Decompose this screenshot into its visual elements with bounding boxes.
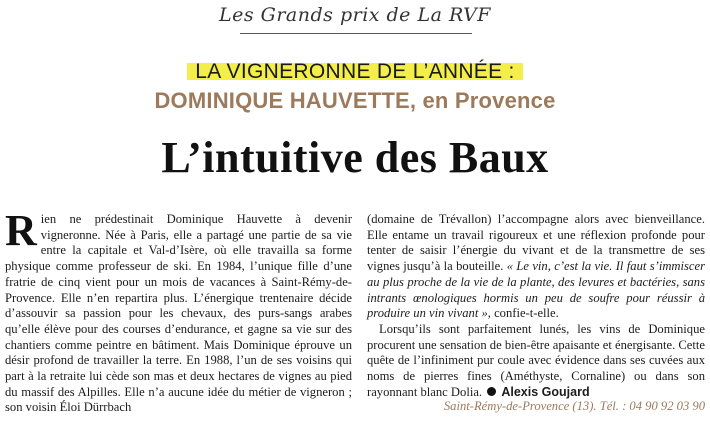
kicker-underline [240,33,472,34]
article-paragraph [367,212,705,322]
award-title [0,60,710,84]
paragraph-text: (domaine de Trévallon) l’accompagne alors avec bienveillance. Elle entame un travail rigoureux et une réflexion profonde pour tenter de saisir l’énergie du vivant et de la transmettre de ses vignes jusqu’à la bouteille. [367,212,705,274]
drop-cap: R [5,206,37,255]
section-kicker [0,4,710,34]
article-column-right [367,212,705,400]
contact-info: Saint-Rémy-de-Provence (13). Tél. : 04 90 92 03 90 [443,399,705,413]
winner-name: DOMINIQUE HAUVETTE, en Provence [154,88,556,113]
article-column-left [5,206,352,416]
article-paragraph [5,206,352,416]
paragraph-text: ien ne prédestinait Dominique Hauvette à devenir vigneronne. Née à Paris, elle a partagé une partie de sa vie entre la capitale et Val-d’Isère, où elle travailla sa forme physique comme professeur de ski. En 1984, l’unique fille d’une fratrie de cinq vient pour un mois de vacances à Saint-Rémy-de-Provence. Elle n’en repartira plus. L’énergique trentenaire décide d’assouvir sa passion pour les chevaux, des purs-sangs arabes qu’elle élève pour des courses d’endurance, et gagne sa vie sur des chantiers comme peintre en bâtiment. Mais Dominique éprouve un désir profond de travailler la terre. En 1988, l’un de ses voisins qui part à la retraite lui cède son mas et deux hectares de vignes au pied du massif des Alpilles. Elle n’a aucune idée du métier de vigneron ; son voisin Éloi Dürrbach [5,212,352,415]
author-name: Alexis Goujard [501,384,590,399]
article-headline: L’intuitive des Baux [161,133,549,182]
winemaker-quote: « Le vin, c’est la vie. Il faut s’immiscer au plus proche de la vie de la plante, des levures et bactéries, sans intrants œnologiques hormis un peu de soufre pour réussir à produire un vin vivant » [367,259,705,321]
kicker-text: Les Grands prix de La RVF [219,4,491,26]
article-paragraph [367,322,705,401]
award-highlight: LA VIGNERONNE DE L’ANNÉE : [187,60,522,83]
bullet-icon [487,387,496,396]
paragraph-text: , confie-t-elle. [487,306,559,321]
paragraph-text: Lorsqu’ils sont parfaitement lunés, les vins de Dominique procurent une sensation de bien-être apaisante et énergisante. Cette quête de l’infiniment pur coule avec évidence dans ses cuvées aux noms de pierres fines (Améthyste, Cornaline) ou dans son rayonnant blanc Dolia. [367,321,705,399]
